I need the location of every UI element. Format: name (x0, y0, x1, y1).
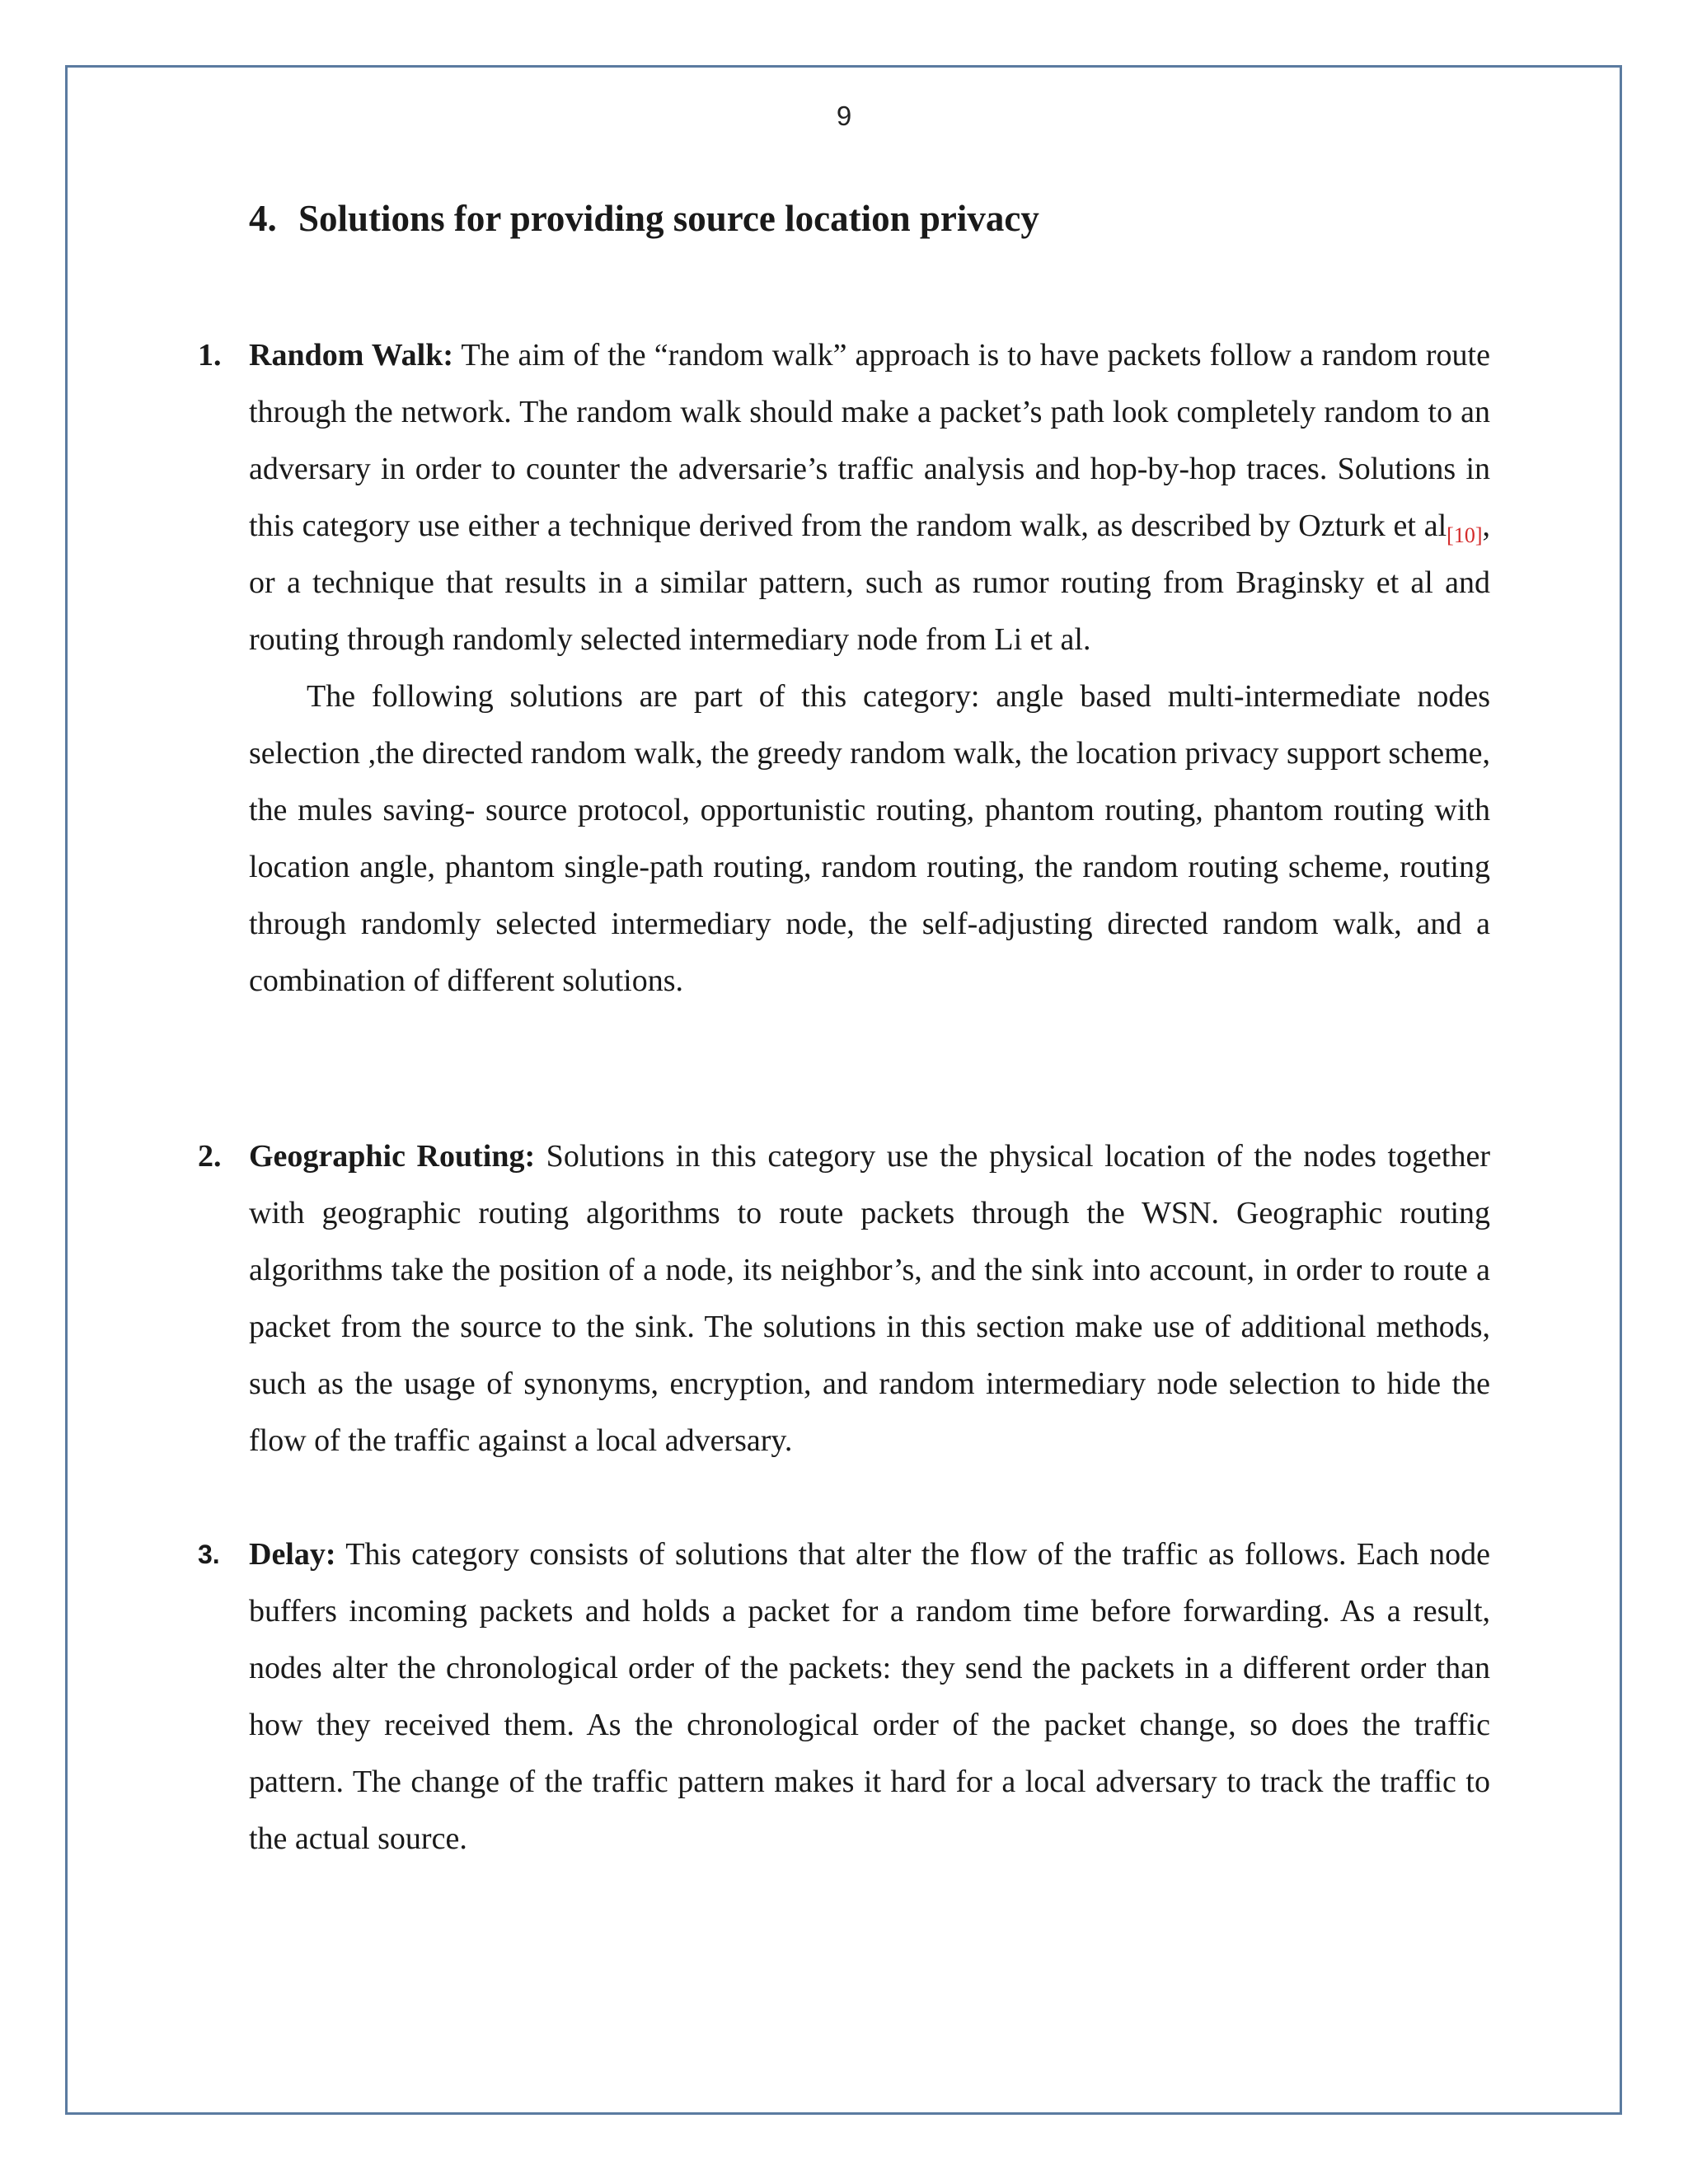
section-heading (249, 196, 1039, 241)
list-item-text: , or a technique that results in a similar pattern, such as rumor routing from Braginsky et al and routing through randomly selected intermediary node from Li et al. (249, 509, 1490, 657)
list-item-random-walk (198, 327, 1490, 1010)
section-heading-number: 4. (249, 198, 277, 239)
list-item-lead: Delay: (249, 1537, 336, 1572)
list-item-lead: Random Walk: (249, 338, 453, 373)
list-marker: 3. (198, 1540, 220, 1569)
list-item-delay (198, 1526, 1490, 1868)
list-item-text: The aim of the “random walk” approach is to have packets follow a random route through the network. The random walk should make a packet’s path look completely random to an adversary in order to counter the adversarie’s traffic analysis and hop-by-hop traces. Solutions in this category use either a technique derived from the random walk, as described by Ozturk et al (249, 338, 1490, 543)
page-number: 9 (836, 101, 852, 131)
list-item-lead: Geographic Routing: (249, 1139, 536, 1174)
list-item-geographic-routing (198, 1128, 1490, 1469)
list-item-paragraph (249, 1526, 1490, 1868)
list-item-text: Solutions in this category use the physical location of the nodes together with geographic routing algorithms to route packets through the WSN. Geographic routing algorithms take the position of a node, its neighbor’s, and the sink into account, in order to route a packet from the source to the sink. The solutions in this section make use of additional methods, such as the usage of synonyms, encryption, and random intermediary node selection to hide the flow of the traffic against a local adversary. (249, 1139, 1490, 1458)
section-heading-text: Solutions for providing source location privacy (298, 198, 1039, 239)
list-marker: 1. (198, 338, 222, 373)
list-item-paragraph: The following solutions are part of this category: angle based multi-intermediate nodes selection ,the directed random walk, the greedy random walk, the location privacy support scheme, the mules saving- source protocol, opportunistic routing, phantom routing, phantom routing with location angle, phantom single-path routing, random routing, the random routing scheme, routing through randomly selected intermediary node, the self-adjusting directed random walk, and a combination of different solutions. (249, 679, 1490, 998)
citation-link[interactable]: [10] (1447, 523, 1483, 547)
list-item-paragraph (249, 327, 1490, 668)
list-marker: 2. (198, 1139, 222, 1174)
list-item-paragraph (249, 1128, 1490, 1469)
list-item-text: This category consists of solutions that alter the flow of the traffic as follows. Each node buffers incoming packets and holds a packet for a random time before forwarding. As a result, nodes alter the chronological order of the packets: they send the packets in a different order than how they received them. As the chronological order of the packet change, so does the traffic pattern. The change of the traffic pattern makes it hard for a local adversary to track the traffic to the actual source. (249, 1537, 1490, 1856)
